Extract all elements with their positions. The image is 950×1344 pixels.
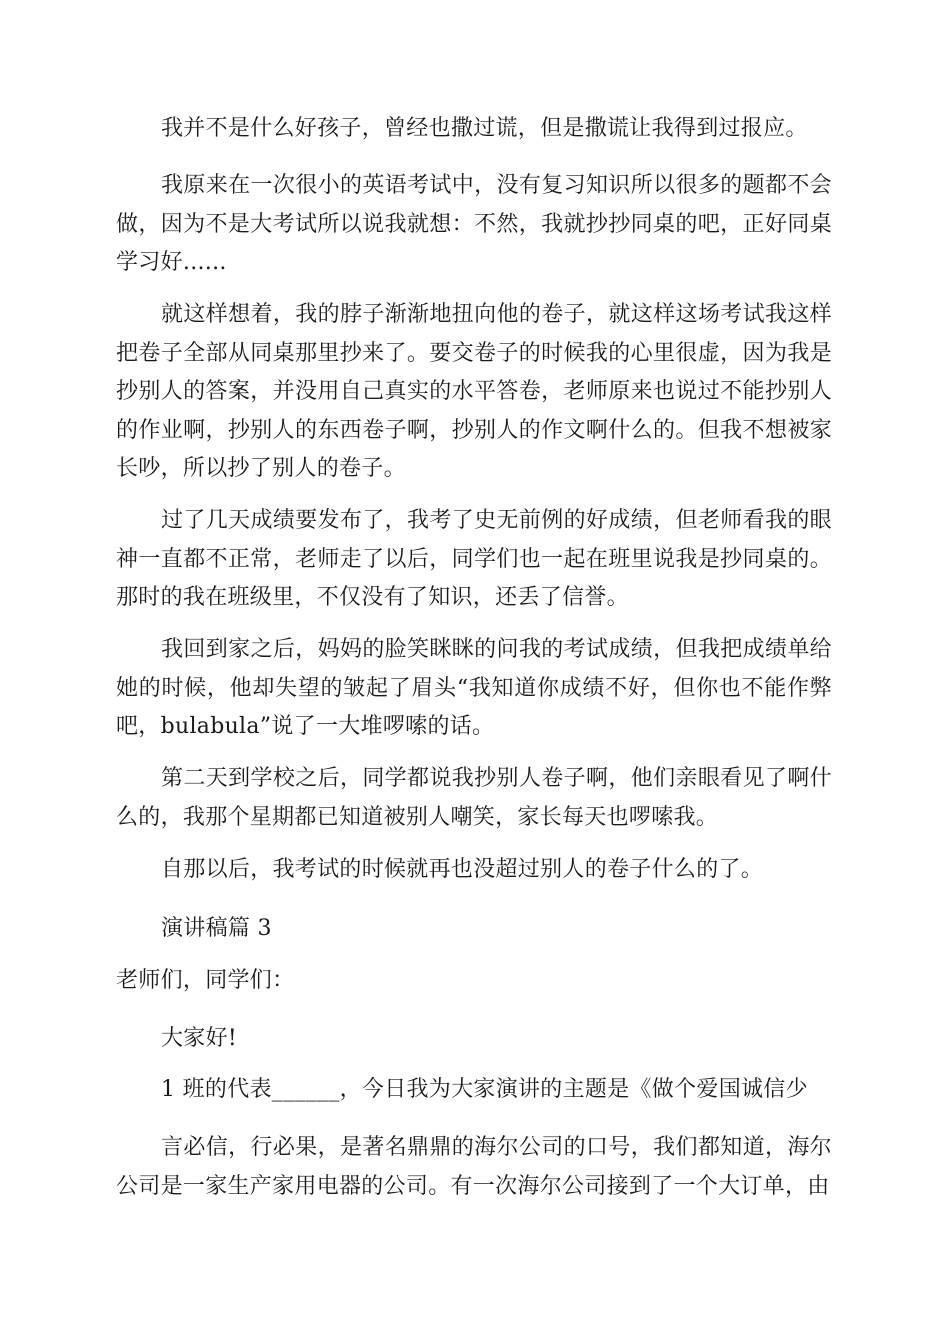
paragraph-1: 我并不是什么好孩子，曾经也撒过谎，但是撒谎让我得到过报应。 [161, 116, 808, 141]
paragraph-2: 我原来在一次很小的英语考试中，没有复习知识所以很多的题都不会做，因为不是大考试所以说我就想：不然，我就抄抄同桌的吧，正好同桌学习好...... [116, 173, 832, 275]
paragraph-6: 第二天到学校之后，同学都说我抄别人卷子啊，他们亲眼看见了啊什么的，我那个星期都已知道被别人嘲笑，家长每天也啰嗦我。 [116, 766, 832, 830]
paragraph-4: 过了几天成绩要发布了，我考了史无前例的好成绩，但老师看我的眼神一直都不正常，老师走了以后，同学们也一起在班里说我是抄同桌的。那时的我在班级里，不仅没有了知识，还丢了信誉。 [116, 508, 832, 610]
section-heading: 演讲稿篇 3 [161, 916, 272, 941]
greeting: 大家好! [161, 1026, 238, 1051]
paragraph-5: 我回到家之后，妈妈的脸笑眯眯的问我的考试成绩，但我把成绩单给她的时候，他却失望的皱起了眉头“我知道你成绩不好，但你也不能作弊吧，bulabula”说了一大堆啰嗦的话。 [116, 637, 832, 739]
paragraph-7: 自那以后，我考试的时候就再也没超过别人的卷子什么的了。 [161, 857, 764, 882]
paragraph-body: 言必信，行必果，是著名鼎鼎的海尔公司的口号，我们都知道，海尔公司是一家生产家用电器的公司。有一次海尔公司接到了一个大订单，由 [116, 1135, 832, 1199]
paragraph-3: 就这样想着，我的脖子渐渐地扭向他的卷子，就这样这场考试我这样把卷子全部从同桌那里抄来了。要交卷子的时候我的心里很虚，因为我是抄别人的答案，并没用自己真实的水平答卷，老师原来也说过不能抄别人的作业啊，抄别人的东西卷子啊，抄别人的作文啊什么的。但我不想被家长吵，所以抄了别人的卷子。 [116, 302, 832, 481]
paragraph-intro: 1 班的代表______，今日我为大家演讲的主题是《做个爱国诚信少 [161, 1077, 808, 1102]
salutation: 老师们，同学们： [116, 968, 295, 993]
